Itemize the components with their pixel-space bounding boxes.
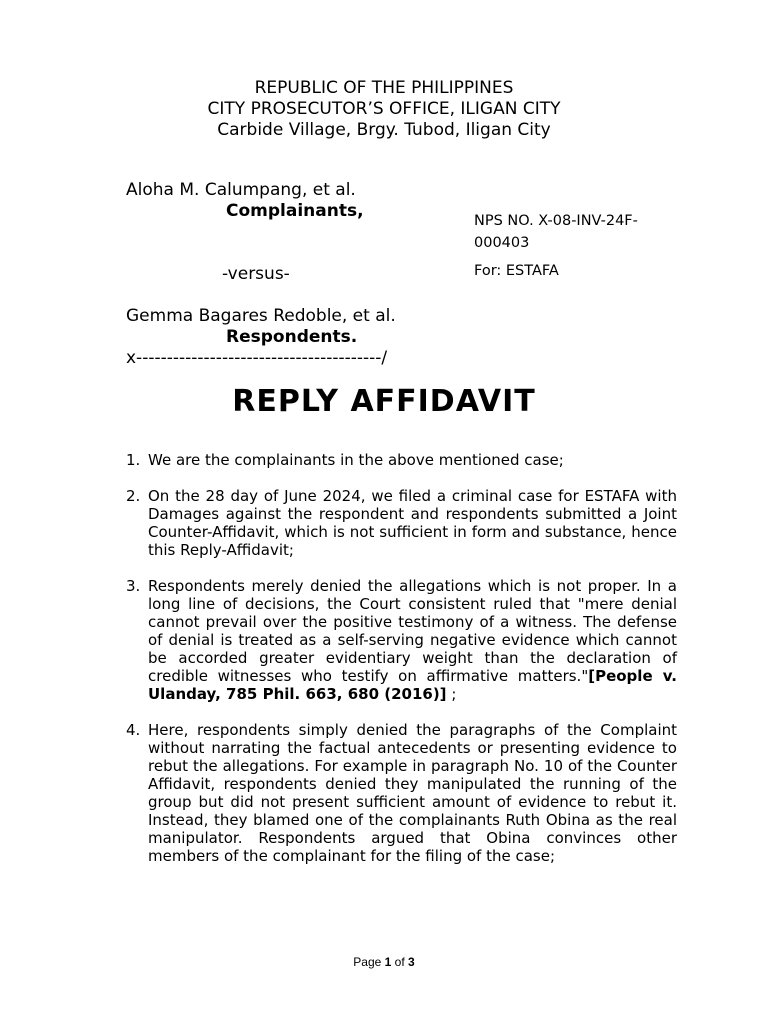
caption-separator: x----------------------------------------/	[126, 348, 388, 368]
case-caption-parties	[126, 180, 456, 369]
respondent-name: Gemma Bagares Redoble, et al.	[126, 306, 396, 326]
header-address: Carbide Village, Brgy. Tubod, Iligan City	[217, 120, 551, 140]
page-footer	[0, 955, 768, 969]
case-number-line2: 000403	[474, 235, 530, 251]
paragraph-text: We are the complainants in the above mentioned case;	[148, 451, 564, 469]
page-total: 3	[408, 955, 415, 969]
paragraph-number: 4.	[126, 721, 141, 739]
page-word: Page	[353, 955, 382, 969]
paragraph-text: Here, respondents simply denied the paragraphs of the Complaint without narrating the factual antecedents or presenting evidence to rebut the allegations. For example in paragraph No. 10 of the Counter Affidavit, respondents denied they manipulated the running of the group but did not present sufficient amount of evidence to rebut it. Instead, they blamed one of the complainants Ruth Obina as the real manipulator. Respondents argued that Obina convinces other members of the complainant for the filing of the case;	[148, 721, 677, 865]
paragraph-4	[126, 721, 677, 865]
affidavit-body	[126, 451, 677, 883]
paragraph-number: 2.	[126, 487, 141, 505]
paragraph-1	[126, 451, 677, 469]
case-citation: [People v. Ulanday, 785 Phil. 663, 680 (2016)]	[148, 667, 678, 703]
paragraph-number: 3.	[126, 577, 141, 595]
paragraph-2	[126, 487, 677, 559]
header-republic: REPUBLIC OF THE PHILIPPINES	[254, 78, 514, 98]
respondent-role: Respondents.	[226, 327, 358, 347]
document-title: REPLY AFFIDAVIT	[232, 384, 536, 419]
case-offense: For: ESTAFA	[474, 263, 559, 279]
paragraph-3	[126, 577, 677, 703]
versus-label: -versus-	[222, 264, 290, 284]
paragraph-body: Respondents merely denied the allegations which is not proper. In a long line of decisions, the Court consistent ruled that "mere denial cannot prevail over the positive testimony of a witness. The defense of denial is treated as a self-serving negative evidence which cannot be accorded greater evidentiary weight than the declaration of credible witnesses who testify on affirmative matters."	[148, 577, 677, 685]
paragraph-text: On the 28 day of June 2024, we filed a criminal case for ESTAFA with Damages against the respondent and respondents submitted a Joint Counter-Affidavit, which is not sufficient in form and substance, hence this Reply-Affidavit;	[148, 487, 677, 559]
header-office: CITY PROSECUTOR’S OFFICE, ILIGAN CITY	[207, 99, 561, 119]
complainant-name: Aloha M. Calumpang, et al.	[126, 180, 356, 200]
of-word: of	[394, 955, 405, 969]
paragraph-text	[148, 577, 677, 703]
page-current: 1	[384, 955, 392, 969]
document-header	[0, 78, 768, 141]
case-details	[474, 210, 704, 282]
paragraph-tail: ;	[446, 685, 457, 703]
case-number-line1: NPS NO. X-08-INV-24F-	[474, 213, 638, 229]
complainant-role: Complainants,	[226, 201, 364, 221]
paragraph-number: 1.	[126, 451, 141, 469]
